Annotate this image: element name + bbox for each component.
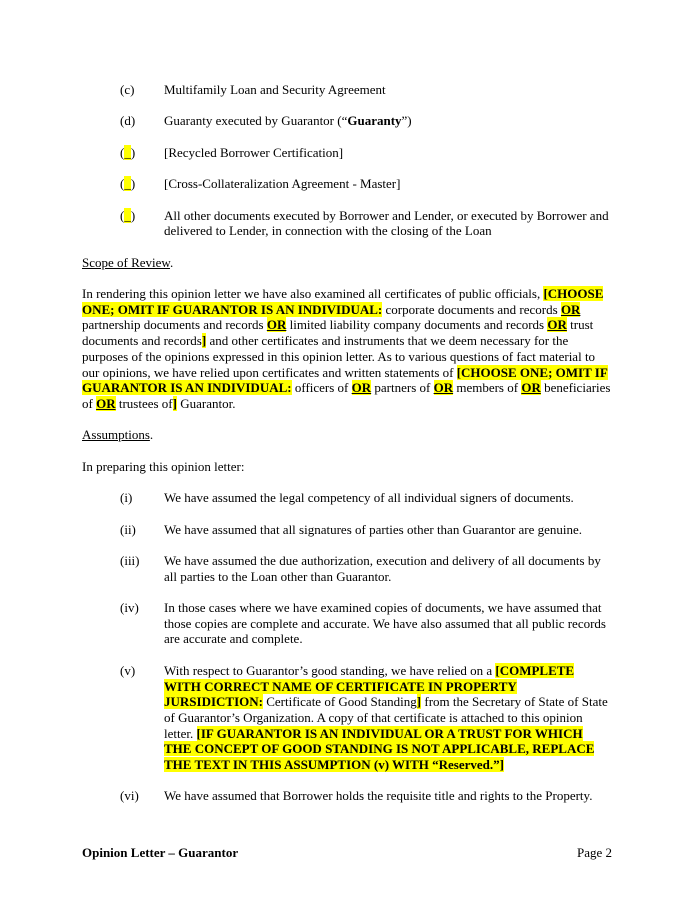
- footer-page-number: Page 2: [576, 845, 612, 860]
- list-item-c: [82, 82, 612, 98]
- list-item-text: All other documents executed by Borrower and Lender, or executed by Borrower and delivered to Lender, in connection with the closing of the Loan: [164, 207, 609, 239]
- list-marker: (v): [120, 662, 136, 678]
- list-item-blank-1: [82, 145, 612, 161]
- list-marker: (iv): [120, 600, 139, 616]
- assumption-item-ii: [82, 522, 612, 538]
- page-content: [82, 82, 612, 820]
- list-marker: (d): [120, 113, 136, 129]
- list-item-text: [Recycled Borrower Certification]: [164, 144, 344, 160]
- list-item-text: With respect to Guarantor’s good standing, we have relied on a [COMPLETE WITH CORRECT NAME OF CERTIFICATE IN PROPERTY JURSIDICTION: Certificate of Good Standing] from the Secretary of State of State of Guarantor’s Organization. A copy of that certificate is attached to this opinion letter. [IF GUARANTOR IS AN INDIVIDUAL OR A TRUST FOR WHICH THE CONCEPT OF GOOD STANDING IS NOT APPLICABLE, REPLACE THE TEXT IN THIS ASSUMPTION (v) WITH “Reserved.”]: [164, 662, 608, 773]
- list-item-text: [Cross-Collateralization Agreement - Master]: [164, 176, 401, 192]
- list-marker: (iii): [120, 552, 140, 568]
- list-item-text: In those cases where we have examined copies of documents, we have assumed that those copies are complete and accurate. We have also assumed that all public records are accurate and complete.: [164, 600, 606, 647]
- list-marker-blank: (_): [120, 144, 136, 160]
- assumption-item-v: [82, 663, 612, 773]
- list-item-blank-3: [82, 208, 612, 239]
- assumptions-intro-paragraph: In preparing this opinion letter:: [82, 458, 245, 474]
- list-item-text: We have assumed that all signatures of parties other than Guarantor are genuine.: [164, 521, 583, 537]
- section-heading-scope-of-review: Scope of Review.: [82, 254, 174, 270]
- list-marker: (ii): [120, 521, 136, 537]
- list-marker: (vi): [120, 788, 139, 804]
- page-footer: [82, 845, 612, 861]
- list-item-text: We have assumed the due authorization, execution and delivery of all documents by all parties to the Loan other than Guarantor.: [164, 552, 601, 584]
- list-item-text: We have assumed that Borrower holds the requisite title and rights to the Property.: [164, 788, 593, 804]
- list-marker: (i): [120, 490, 133, 506]
- list-marker: (c): [120, 82, 135, 97]
- assumption-item-iv: [82, 600, 612, 647]
- list-item-text: We have assumed the legal competency of all individual signers of documents.: [164, 490, 574, 506]
- assumption-item-iii: [82, 553, 612, 584]
- assumption-item-vi: [82, 788, 612, 804]
- list-item-d: [82, 113, 612, 129]
- section-heading-assumptions: Assumptions.: [82, 427, 154, 443]
- scope-of-review-paragraph: In rendering this opinion letter we have also examined all certificates of public officials, [CHOOSE ONE; OMIT IF GUARANTOR IS AN INDIVIDUAL: corporate documents and records OR partnership documents and records OR limited liability company documents and records OR trust documents and records] and other certificates and instruments that we deem necessary for the purposes of the opinions expressed in this opinion letter. As to various questions of fact material to our opinions, we have relied upon certificates and written statements of [CHOOSE ONE; OMIT IF GUARANTOR IS AN INDIVIDUAL: officers of OR partners of OR members of OR beneficiaries of OR trustees of] Guarantor.: [82, 286, 611, 411]
- list-marker-blank: (_): [120, 207, 136, 223]
- list-item-text: Guaranty executed by Guarantor (“Guaranty”): [164, 113, 412, 129]
- list-marker-blank: (_): [120, 176, 136, 192]
- list-item-blank-2: [82, 176, 612, 192]
- assumption-item-i: [82, 490, 612, 506]
- footer-document-title: Opinion Letter – Guarantor: [82, 845, 239, 860]
- list-item-text: Multifamily Loan and Security Agreement: [164, 82, 386, 97]
